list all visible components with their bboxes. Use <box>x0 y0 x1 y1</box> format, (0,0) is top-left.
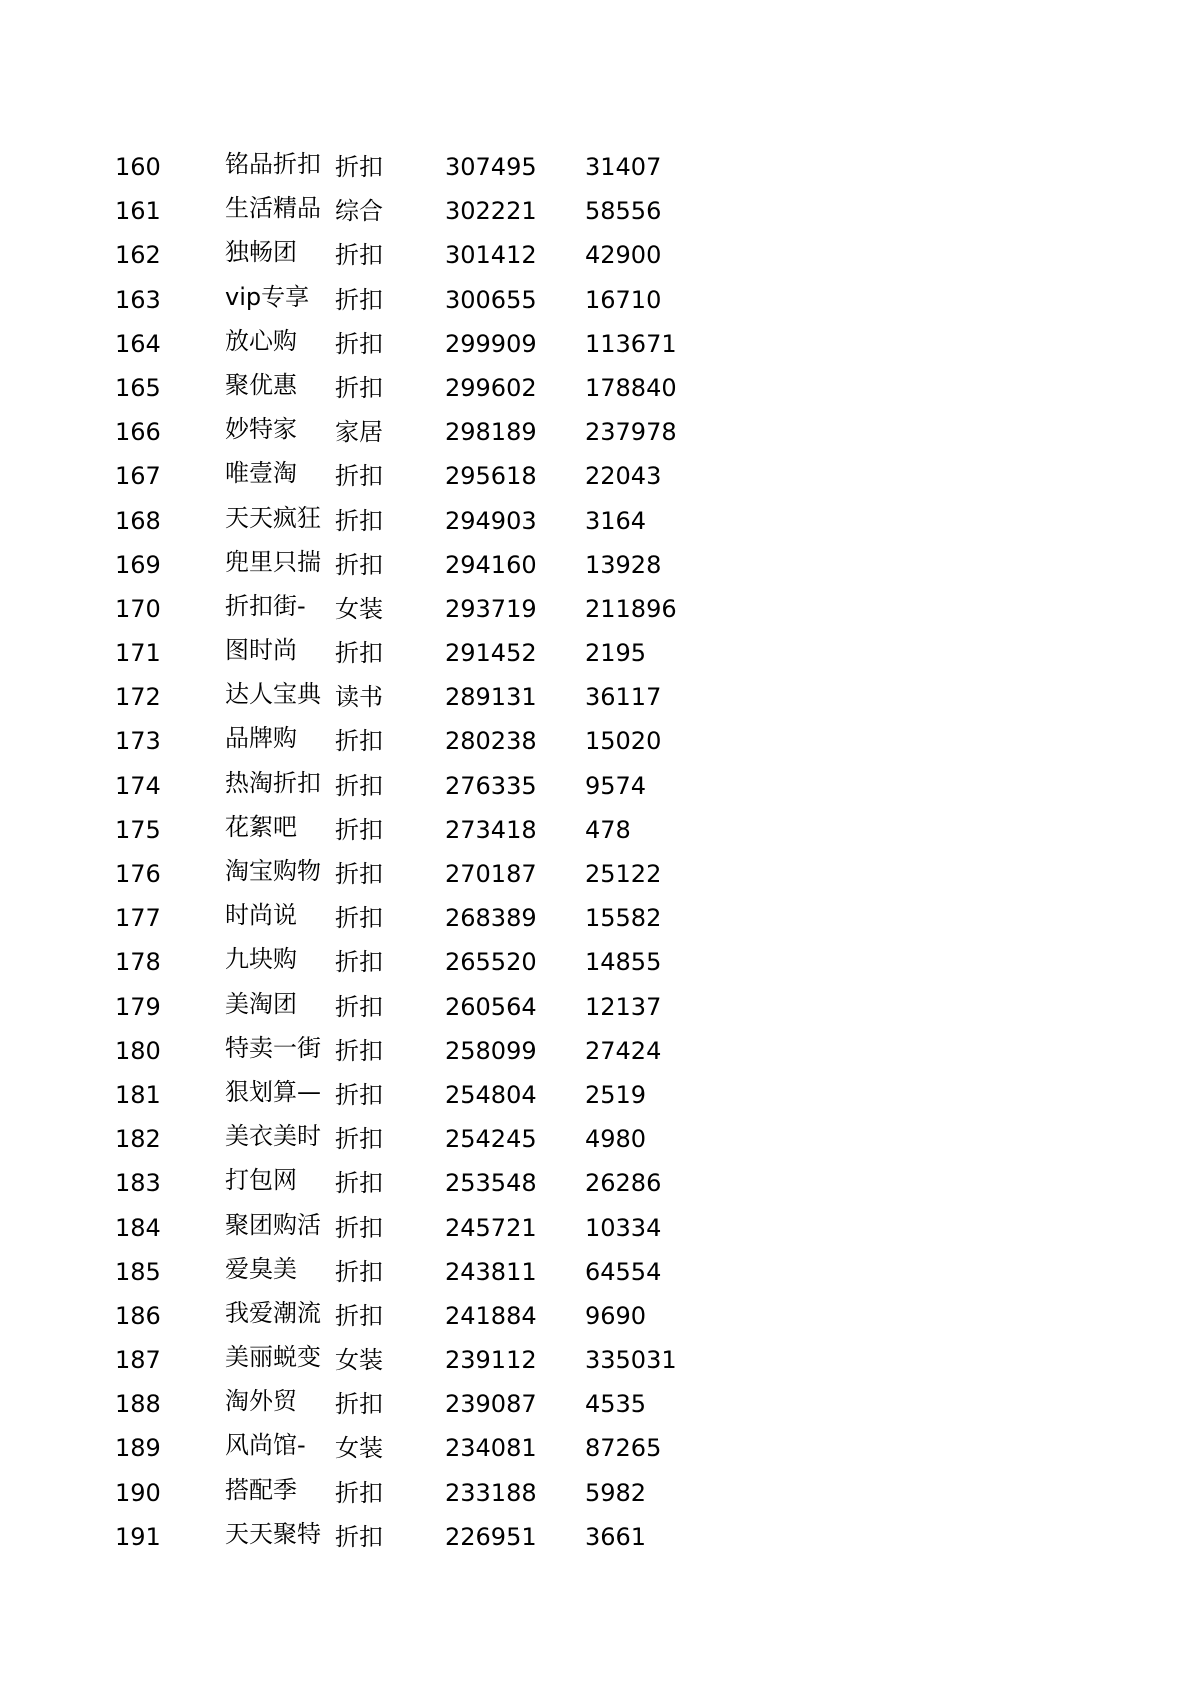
rank-cell: 182 <box>115 1125 161 1154</box>
name-cell: 放心购 <box>225 326 297 355</box>
category-cell: 折扣 <box>335 948 383 977</box>
value2-cell: 211896 <box>585 594 677 623</box>
table-row <box>115 543 735 587</box>
value2-cell: 13928 <box>585 550 662 579</box>
rank-cell: 175 <box>115 815 161 844</box>
value1-cell: 254245 <box>445 1125 537 1154</box>
rank-cell: 179 <box>115 992 161 1021</box>
value1-cell: 294160 <box>445 550 537 579</box>
value2-cell: 9690 <box>585 1301 647 1330</box>
value2-cell: 58556 <box>585 197 662 226</box>
name-cell: 图时尚 <box>225 636 297 665</box>
category-cell: 折扣 <box>335 1390 383 1419</box>
value2-cell: 64554 <box>585 1257 662 1286</box>
table-row <box>115 985 735 1029</box>
name-cell: 兜里只揣 <box>225 547 321 576</box>
table-row <box>115 1029 735 1073</box>
category-cell: 综合 <box>335 197 383 226</box>
table-row <box>115 278 735 322</box>
value1-cell: 233188 <box>445 1478 537 1507</box>
rank-cell: 188 <box>115 1390 161 1419</box>
category-cell: 家居 <box>335 418 383 447</box>
value1-cell: 300655 <box>445 285 537 314</box>
value1-cell: 301412 <box>445 241 537 270</box>
value1-cell: 245721 <box>445 1213 537 1242</box>
value2-cell: 3164 <box>585 506 647 535</box>
table-row <box>115 1382 735 1426</box>
table-row <box>115 719 735 763</box>
name-cell: 时尚说 <box>225 901 297 930</box>
table-row <box>115 587 735 631</box>
rank-cell: 170 <box>115 594 161 623</box>
name-cell: 折扣街- <box>225 591 306 620</box>
name-cell: 淘外贸 <box>225 1387 297 1416</box>
rank-cell: 174 <box>115 771 161 800</box>
category-cell: 折扣 <box>335 727 383 756</box>
value1-cell: 243811 <box>445 1257 537 1286</box>
table-row <box>115 764 735 808</box>
name-cell: 狠划算— <box>225 1077 321 1106</box>
rank-cell: 191 <box>115 1522 161 1551</box>
name-cell: 打包网 <box>225 1166 297 1195</box>
rank-cell: 169 <box>115 550 161 579</box>
category-cell: 折扣 <box>335 1036 383 1065</box>
rank-cell: 163 <box>115 285 161 314</box>
name-cell: vip专享 <box>225 282 310 311</box>
value2-cell: 87265 <box>585 1434 662 1463</box>
value1-cell: 265520 <box>445 948 537 977</box>
name-cell: 热淘折扣 <box>225 768 321 797</box>
value1-cell: 289131 <box>445 683 537 712</box>
category-cell: 折扣 <box>335 550 383 579</box>
value2-cell: 14855 <box>585 948 662 977</box>
category-cell: 折扣 <box>335 639 383 668</box>
value1-cell: 298189 <box>445 418 537 447</box>
value1-cell: 273418 <box>445 815 537 844</box>
table-row <box>115 1426 735 1470</box>
value2-cell: 26286 <box>585 1169 662 1198</box>
value2-cell: 31407 <box>585 153 662 181</box>
rank-cell: 183 <box>115 1169 161 1198</box>
rank-cell: 167 <box>115 462 161 491</box>
category-cell: 读书 <box>335 683 383 712</box>
name-cell: 铭品折扣 <box>225 150 321 178</box>
value1-cell: 293719 <box>445 594 537 623</box>
table-row <box>115 1250 735 1294</box>
value2-cell: 2519 <box>585 1080 647 1109</box>
name-cell: 风尚馆- <box>225 1431 306 1460</box>
name-cell: 特卖一街 <box>225 1033 321 1062</box>
category-cell: 折扣 <box>335 1125 383 1154</box>
table-row <box>115 1206 735 1250</box>
table-row <box>115 675 735 719</box>
name-cell: 美丽蜕变 <box>225 1343 321 1372</box>
rank-cell: 171 <box>115 639 161 668</box>
value1-cell: 258099 <box>445 1036 537 1065</box>
category-cell: 折扣 <box>335 241 383 270</box>
table-row <box>115 940 735 984</box>
value1-cell: 234081 <box>445 1434 537 1463</box>
name-cell: 花絮吧 <box>225 812 297 841</box>
category-cell: 折扣 <box>335 904 383 933</box>
rank-cell: 181 <box>115 1080 161 1109</box>
category-cell: 折扣 <box>335 1257 383 1286</box>
rank-cell: 177 <box>115 904 161 933</box>
table-row <box>115 410 735 454</box>
category-cell: 女装 <box>335 1434 383 1463</box>
value1-cell: 302221 <box>445 197 537 226</box>
name-cell: 品牌购 <box>225 724 297 753</box>
name-cell: 美衣美时 <box>225 1122 321 1151</box>
value1-cell: 294903 <box>445 506 537 535</box>
table-row <box>115 233 735 277</box>
table-row <box>115 189 735 233</box>
name-cell: 独畅团 <box>225 238 297 267</box>
value2-cell: 25122 <box>585 860 662 888</box>
name-cell: 聚团购活 <box>225 1210 321 1239</box>
category-cell: 折扣 <box>335 771 383 800</box>
table-row <box>115 499 735 543</box>
name-cell: 妙特家 <box>225 415 297 444</box>
table-row <box>115 1117 735 1161</box>
value2-cell: 16710 <box>585 285 662 314</box>
name-cell: 生活精品 <box>225 194 321 223</box>
value1-cell: 307495 <box>445 153 537 181</box>
value2-cell: 15020 <box>585 727 662 756</box>
value2-cell: 27424 <box>585 1036 662 1065</box>
category-cell: 折扣 <box>335 1080 383 1109</box>
rank-cell: 164 <box>115 329 161 358</box>
category-cell: 折扣 <box>335 153 383 181</box>
value1-cell: 280238 <box>445 727 537 756</box>
table-row <box>115 808 735 852</box>
category-cell: 折扣 <box>335 506 383 535</box>
value2-cell: 9574 <box>585 771 647 800</box>
category-cell: 折扣 <box>335 329 383 358</box>
value1-cell: 268389 <box>445 904 537 933</box>
category-cell: 折扣 <box>335 1522 383 1551</box>
category-cell: 折扣 <box>335 1478 383 1507</box>
table-row <box>115 1161 735 1205</box>
value1-cell: 239112 <box>445 1346 537 1375</box>
table-row <box>115 145 735 189</box>
category-cell: 折扣 <box>335 815 383 844</box>
data-table <box>115 145 735 1559</box>
name-cell: 搭配季 <box>225 1475 297 1504</box>
value1-cell: 239087 <box>445 1390 537 1419</box>
table-row <box>115 1338 735 1382</box>
value2-cell: 478 <box>585 815 631 844</box>
rank-cell: 165 <box>115 373 161 402</box>
name-cell: 达人宝典 <box>225 680 321 709</box>
category-cell: 折扣 <box>335 373 383 402</box>
category-cell: 女装 <box>335 1346 383 1375</box>
value2-cell: 178840 <box>585 373 677 402</box>
rank-cell: 184 <box>115 1213 161 1242</box>
category-cell: 折扣 <box>335 860 383 888</box>
name-cell: 九块购 <box>225 945 297 974</box>
table-row <box>115 631 735 675</box>
rank-cell: 186 <box>115 1301 161 1330</box>
rank-cell: 190 <box>115 1478 161 1507</box>
name-cell: 聚优惠 <box>225 370 297 399</box>
value2-cell: 113671 <box>585 329 677 358</box>
rank-cell: 180 <box>115 1036 161 1065</box>
value1-cell: 254804 <box>445 1080 537 1109</box>
name-cell: 爱臭美 <box>225 1254 297 1283</box>
table-row <box>115 896 735 940</box>
value2-cell: 4535 <box>585 1390 647 1419</box>
name-cell: 唯壹淘 <box>225 459 297 488</box>
rank-cell: 173 <box>115 727 161 756</box>
category-cell: 折扣 <box>335 1301 383 1330</box>
value1-cell: 226951 <box>445 1522 537 1551</box>
value2-cell: 42900 <box>585 241 662 270</box>
rank-cell: 162 <box>115 241 161 270</box>
value1-cell: 270187 <box>445 860 537 888</box>
value2-cell: 335031 <box>585 1346 677 1375</box>
table-row <box>115 1471 735 1515</box>
table-row <box>115 454 735 498</box>
value1-cell: 260564 <box>445 992 537 1021</box>
rank-cell: 185 <box>115 1257 161 1286</box>
value1-cell: 299909 <box>445 329 537 358</box>
value2-cell: 22043 <box>585 462 662 491</box>
rank-cell: 166 <box>115 418 161 447</box>
value2-cell: 10334 <box>585 1213 662 1242</box>
value2-cell: 15582 <box>585 904 662 933</box>
value1-cell: 253548 <box>445 1169 537 1198</box>
rank-cell: 187 <box>115 1346 161 1375</box>
name-cell: 天天疯狂 <box>225 503 321 532</box>
value2-cell: 36117 <box>585 683 662 712</box>
value2-cell: 5982 <box>585 1478 647 1507</box>
category-cell: 折扣 <box>335 285 383 314</box>
table-row <box>115 1294 735 1338</box>
category-cell: 折扣 <box>335 462 383 491</box>
rank-cell: 176 <box>115 860 161 888</box>
table-row <box>115 366 735 410</box>
name-cell: 我爱潮流 <box>225 1298 321 1327</box>
rank-cell: 160 <box>115 153 161 181</box>
value1-cell: 299602 <box>445 373 537 402</box>
value2-cell: 2195 <box>585 639 647 668</box>
value2-cell: 237978 <box>585 418 677 447</box>
name-cell: 美淘团 <box>225 989 297 1018</box>
value1-cell: 276335 <box>445 771 537 800</box>
category-cell: 折扣 <box>335 992 383 1021</box>
table-row <box>115 322 735 366</box>
table-row <box>115 1515 735 1559</box>
table-row <box>115 1073 735 1117</box>
value1-cell: 295618 <box>445 462 537 491</box>
value1-cell: 291452 <box>445 639 537 668</box>
category-cell: 折扣 <box>335 1213 383 1242</box>
name-cell: 天天聚特 <box>225 1519 321 1548</box>
name-cell: 淘宝购物 <box>225 857 321 885</box>
category-cell: 女装 <box>335 594 383 623</box>
rank-cell: 189 <box>115 1434 161 1463</box>
rank-cell: 178 <box>115 948 161 977</box>
value1-cell: 241884 <box>445 1301 537 1330</box>
table-row <box>115 852 735 896</box>
value2-cell: 3661 <box>585 1522 647 1551</box>
value2-cell: 12137 <box>585 992 662 1021</box>
value2-cell: 4980 <box>585 1125 647 1154</box>
rank-cell: 172 <box>115 683 161 712</box>
rank-cell: 161 <box>115 197 161 226</box>
rank-cell: 168 <box>115 506 161 535</box>
category-cell: 折扣 <box>335 1169 383 1198</box>
